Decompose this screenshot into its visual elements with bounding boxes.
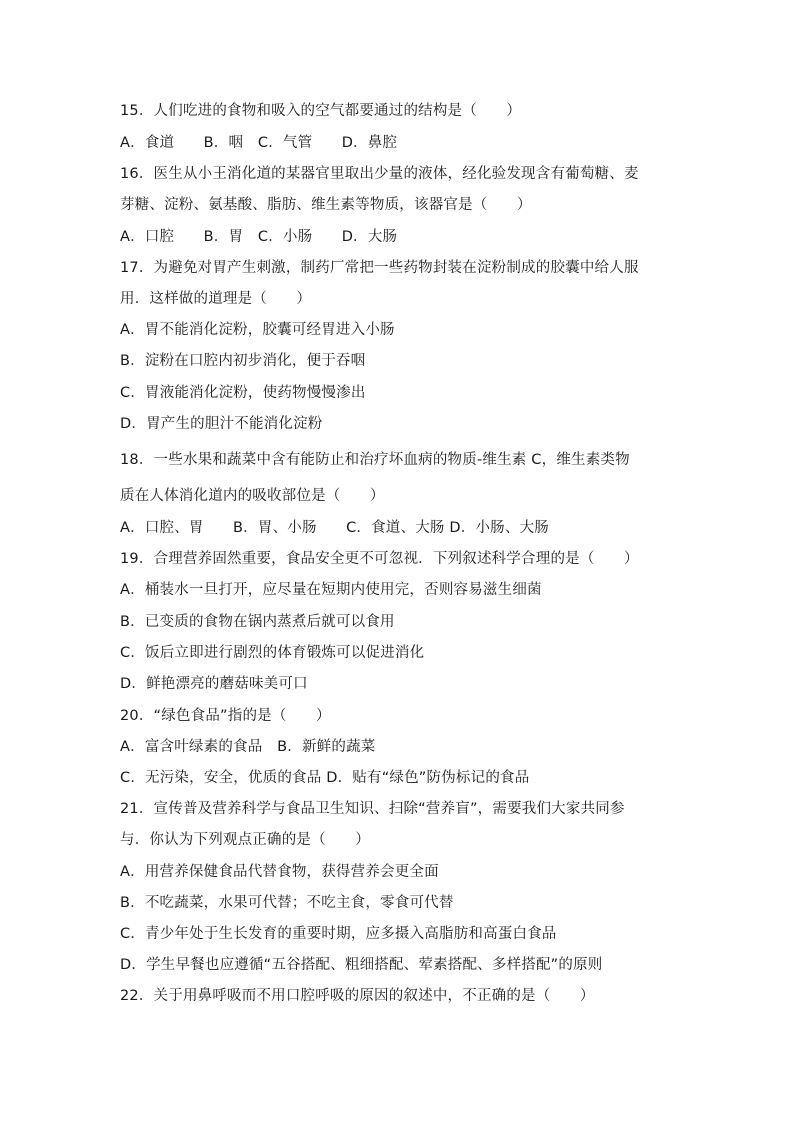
question-18-line-2: 质在人体消化道内的吸收部位是（ ） (120, 488, 385, 504)
question-17-option-c: C．胃液能消化淀粉，使药物慢慢渗出 (120, 385, 366, 401)
question-15-options: A．食道 B．咽 C．气管 D．鼻腔 (120, 135, 398, 151)
question-16-line-2: 芽糖、淀粉、氨基酸、脂肪、维生素等物质，该器官是（ ） (120, 197, 532, 213)
question-21-option-d: D．学生早餐也应遵循“五谷搭配、粗细搭配、荤素搭配、多样搭配”的原则 (120, 957, 603, 973)
question-18-options: A．口腔、胃 B．胃、小肠 C．食道、大肠 D．小肠、大肠 (120, 520, 549, 536)
question-19-option-a: A．桶装水一旦打开，应尽量在短期内使用完，否则容易滋生细菌 (120, 582, 542, 598)
question-21-option-a: A．用营养保健食品代替食物，获得营养会更全面 (120, 864, 439, 880)
question-19-option-d: D．鲜艳漂亮的蘑菇味美可口 (120, 676, 308, 692)
question-20-options-ab: A．富含叶绿素的食品 B．新鲜的蔬菜 (120, 739, 376, 755)
question-15: 15．人们吃进的食物和吸入的空气都要通过的结构是（ ） (120, 103, 522, 119)
question-18-line-1: 18．一些水果和蔬菜中含有能防止和治疗坏血病的物质-维生素 C，维生素类物 (120, 452, 630, 468)
question-16-line-1: 16．医生从小王消化道的某器官里取出少量的液体，经化验发现含有葡萄糖、麦 (120, 166, 639, 182)
question-19-option-c: C．饭后立即进行剧烈的体育锻炼可以促进消化 (120, 645, 425, 661)
question-21-line-1: 21．宣传普及营养科学与食品卫生知识、扫除“营养盲”，需要我们大家共同参 (120, 801, 625, 817)
question-21-option-b: B．不吃蔬菜，水果可代替；不吃主食，零食可代替 (120, 895, 454, 911)
question-21-line-2: 与．你认为下列观点正确的是（ ） (120, 832, 370, 848)
question-19: 19．合理营养固然重要，食品安全更不可忽视．下列叙述科学合理的是（ ） (120, 551, 639, 567)
question-19-option-b: B．已变质的食物在锅内蒸煮后就可以食用 (120, 614, 395, 630)
question-16-options: A．口腔 B．胃 C．小肠 D．大肠 (120, 229, 398, 245)
question-22: 22．关于用鼻呼吸而不用口腔呼吸的原因的叙述中，不正确的是（ ） (120, 988, 595, 1004)
question-17-option-d: D．胃产生的胆汁不能消化淀粉 (120, 416, 323, 432)
question-17-line-1: 17．为避免对胃产生刺激，制药厂常把一些药物封装在淀粉制成的胶囊中给人服 (120, 260, 639, 276)
question-17-option-b: B．淀粉在口腔内初步消化，便于吞咽 (120, 353, 366, 369)
question-20-options-cd: C．无污染，安全，优质的食品 D．贴有“绿色”防伪标记的食品 (120, 770, 530, 786)
question-17-line-2: 用．这样做的道理是（ ） (120, 291, 312, 307)
question-20: 20．“绿色食品”指的是（ ） (120, 708, 331, 724)
question-17-option-a: A．胃不能消化淀粉，胶囊可经胃进入小肠 (120, 322, 395, 338)
question-21-option-c: C．青少年处于生长发育的重要时期，应多摄入高脂肪和高蛋白食品 (120, 926, 557, 942)
